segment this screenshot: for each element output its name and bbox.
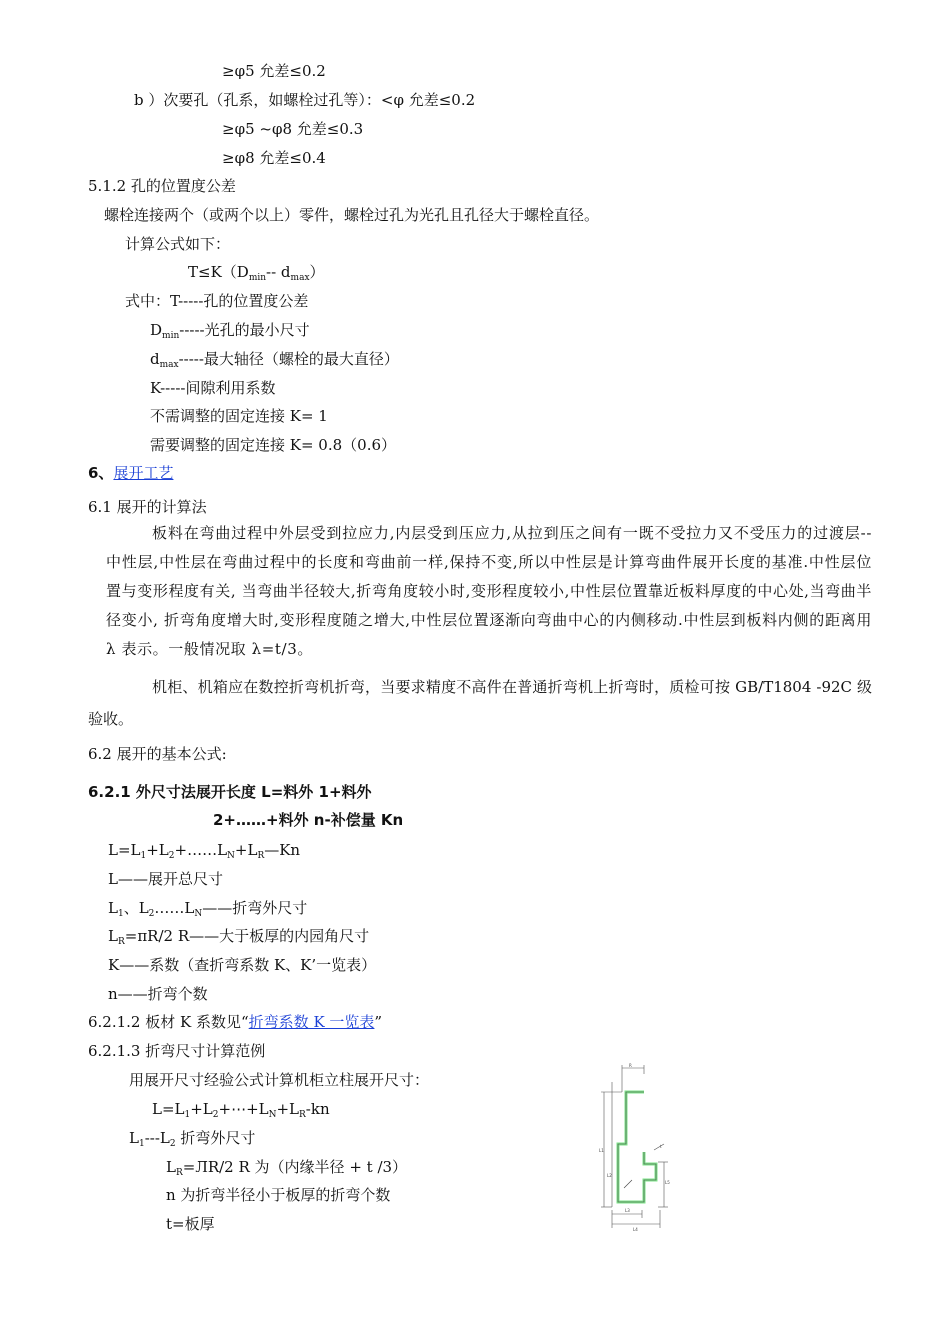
def-n: n——折弯个数 bbox=[108, 985, 208, 1003]
heading-6-2-1-3: 6.2.1.3 折弯尺寸计算范例 bbox=[88, 1042, 266, 1060]
def-lr: $L_R=\pi R/2$ R——大于板厚的内园角尺寸 bbox=[108, 927, 370, 947]
tolerance-line-3: ≥φ5 ~φ8 允差≤0.3 bbox=[222, 120, 364, 138]
svg-text:L2: L2 bbox=[607, 1173, 612, 1178]
heading-6-2-1-line1: 6.2.1 外尺寸法展开长度 L=料外 1+料外 bbox=[88, 783, 372, 801]
acceptance-paragraph: 机柜、机箱应在数控折弯机折弯，当要求精度不高件在普通折弯机上折弯时，质检可按 GB/T1804 -92C 级验收。 bbox=[88, 678, 872, 728]
example-n: n 为折弯半径小于板厚的折弯个数 bbox=[166, 1186, 391, 1204]
example-l1-l2: $L_1---L_2$ 折弯外尺寸 bbox=[129, 1129, 256, 1149]
tolerance-line-1: ≥φ5 允差≤0.2 bbox=[222, 62, 326, 80]
heading-6-1: 6.1 展开的计算法 bbox=[88, 498, 207, 516]
k-adjust: 需要调整的固定连接 K= 0.8（0.6） bbox=[150, 436, 397, 454]
heading-6: 6、展开工艺 bbox=[88, 464, 174, 482]
tolerance-line-secondary-hole: b ）次要孔（孔系，如螺栓过孔等）：<φ 允差≤0.2 bbox=[134, 91, 476, 109]
example-intro: 用展开尺寸经验公式计算机柜立柱展开尺寸： bbox=[129, 1071, 430, 1089]
cabinet-column-profile-diagram bbox=[598, 1062, 670, 1232]
k-coefficient-ref: 6.2.1.2 板材 K 系数见“折弯系数 K 一览表” bbox=[88, 1013, 383, 1031]
tolerance-line-4: ≥φ8 允差≤0.4 bbox=[222, 149, 326, 167]
where-k: K-----间隙利用系数 bbox=[150, 379, 276, 397]
svg-text:L1: L1 bbox=[599, 1148, 604, 1153]
where-t: 式中：T-----孔的位置度公差 bbox=[125, 292, 309, 310]
neutral-layer-paragraph: 板料在弯曲过程中外层受到拉应力,内层受到压应力,从拉到压之间有一既不受拉力又不受压力的过渡层--中性层,中性层在弯曲过程中的长度和弯曲前一样,保持不变,所以中性层是计算弯曲件展开长度的基准.中性层位置与变形程度有关, 当弯曲半径较大,折弯角度较小时,变形程度较小,中性层位置靠近板料厚度的中心处,当弯曲半径变小, 折弯角度增大时,变形程度随之增大,中性层位置逐渐向弯曲中心的内侧移动.中性层到板料内侧的距离用 λ 表示。一般情况取 λ=t/3。 bbox=[106, 524, 872, 658]
where-dmax: $d_{max}-----$最大轴径（螺栓的最大直径） bbox=[150, 350, 399, 370]
heading-5-1-2: 5.1.2 孔的位置度公差 bbox=[88, 177, 236, 195]
bolt-connection-text: 螺栓连接两个（或两个以上）零件，螺栓过孔为光孔且孔径大于螺栓直径。 bbox=[104, 206, 600, 224]
heading-6-2: 6.2 展开的基本公式: bbox=[88, 745, 227, 763]
formula-intro: 计算公式如下： bbox=[125, 235, 231, 253]
position-formula: $T\le K(D_{min}--$ $d_{max}$） bbox=[188, 263, 325, 283]
unfold-process-link[interactable]: 展开工艺 bbox=[113, 464, 174, 482]
k-fixed: 不需调整的固定连接 K= 1 bbox=[150, 407, 328, 425]
heading-6-2-1-line2: 2+……+料外 n-补偿量 Kn bbox=[213, 811, 404, 829]
svg-text:L3: L3 bbox=[625, 1208, 630, 1213]
svg-text:L5: L5 bbox=[665, 1180, 670, 1185]
svg-text:R: R bbox=[629, 1063, 632, 1068]
def-ln: $L_1$、$L_2\dots\dots L_N——$折弯外尺寸 bbox=[108, 899, 308, 919]
def-l: L——展开总尺寸 bbox=[108, 870, 223, 888]
bend-coefficient-table-link[interactable]: 折弯系数 K 一览表 bbox=[248, 1013, 375, 1031]
example-t: t=板厚 bbox=[166, 1215, 215, 1233]
example-formula: $L=L_1+L_2+\cdots+L_N+L_R-kn$ bbox=[152, 1100, 330, 1120]
where-dmin: $D_{min}-----$光孔的最小尺寸 bbox=[150, 321, 310, 341]
svg-text:t: t bbox=[660, 1144, 662, 1149]
svg-text:L4: L4 bbox=[633, 1227, 638, 1232]
def-k: K——系数（查折弯系数 K、K’一览表） bbox=[108, 956, 377, 974]
unfold-formula: $L=L_1+L_2+\dots\dots L_N+L_R—Kn$ bbox=[108, 841, 301, 861]
example-lr: $L_R=ЛR/2$ R 为（内缘半径 + t /3） bbox=[166, 1158, 408, 1178]
